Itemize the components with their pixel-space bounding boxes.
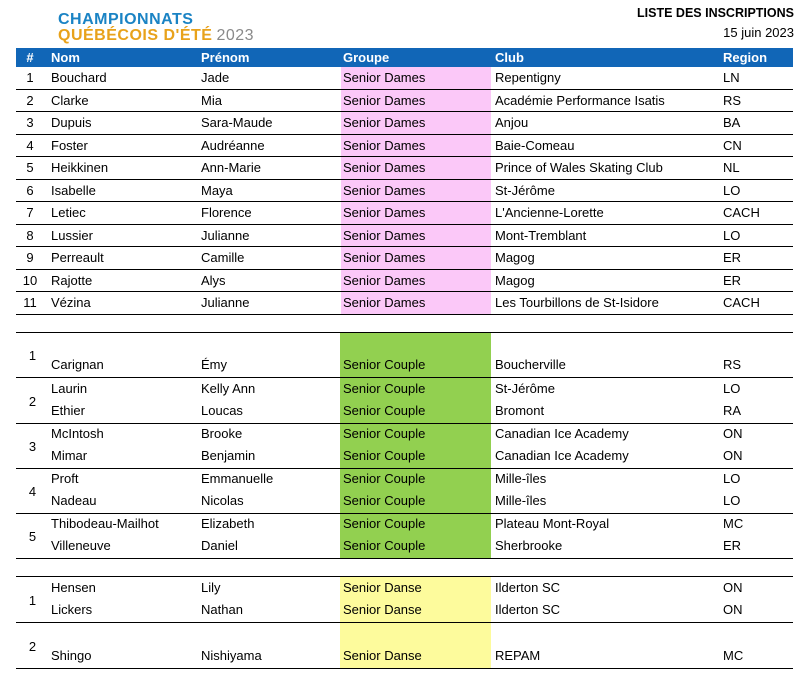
cell-club: Canadian Ice Academy: [495, 425, 629, 441]
cell-groupe: Senior Couple: [343, 380, 426, 396]
cell-region: MC: [723, 515, 744, 531]
table-row: [16, 157, 793, 180]
cell-region: ON: [723, 602, 743, 617]
cell-prenom: Emmanuelle: [201, 470, 274, 486]
cell-club: Sherbrooke: [495, 538, 563, 553]
cell-prenom: Elizabeth: [201, 515, 255, 531]
entry-number: 3: [28, 439, 37, 454]
cell-club: Boucherville: [495, 357, 566, 372]
cell-region: CN: [723, 137, 742, 153]
cell-prenom: Loucas: [201, 403, 243, 418]
cell-nom: Ethier: [51, 403, 85, 418]
table-row: [16, 270, 793, 293]
entry-block: [16, 378, 793, 424]
cell-prenom: Nathan: [201, 602, 243, 617]
cell-nom: Foster: [51, 137, 88, 153]
cell-prenom: Kelly Ann: [201, 380, 256, 396]
cell-club: Magog: [495, 272, 535, 288]
cell-club: REPAM: [495, 648, 541, 663]
cell-prenom: Sara-Maude: [201, 115, 273, 130]
cell-nom: Nadeau: [51, 493, 97, 508]
cell-nom: Lussier: [51, 227, 93, 243]
document-title: LISTE DES INSCRIPTIONS: [637, 6, 794, 20]
cell-num: 2: [26, 92, 34, 108]
cell-club: Ilderton SC: [495, 579, 561, 595]
entry-number: 4: [28, 484, 37, 499]
cell-groupe: Senior Danse: [343, 579, 422, 595]
logo-line2-text: QUÉBÉCOIS D'ÉTÉ: [58, 27, 213, 44]
cell-club: St-Jérôme: [495, 182, 555, 198]
cell-club: Académie Performance Isatis: [495, 92, 665, 108]
cell-nom: Clarke: [51, 92, 89, 108]
cell-region: ON: [723, 448, 743, 463]
cell-region: CACH: [723, 295, 760, 310]
cell-groupe: Senior Dames: [341, 225, 491, 247]
cell-num: 7: [26, 205, 34, 220]
cell-club: Prince of Wales Skating Club: [495, 160, 663, 175]
cell-region: ER: [723, 538, 742, 553]
cell-nom: Heikkinen: [51, 160, 109, 175]
cell-nom: Dupuis: [51, 115, 92, 130]
cell-nom: Perreault: [51, 250, 104, 265]
cell-club: Plateau Mont-Royal: [495, 515, 610, 531]
skater-line: [16, 423, 793, 445]
cell-groupe: Senior Couple: [343, 403, 426, 418]
cell-groupe: Senior Couple: [343, 470, 426, 486]
cell-region: LO: [723, 227, 741, 243]
document-date: 15 juin 2023: [723, 25, 794, 40]
entry-block: [16, 514, 793, 559]
cell-region: ER: [723, 250, 742, 265]
cell-club: Canadian Ice Academy: [495, 448, 629, 463]
cell-club: Ilderton SC: [495, 602, 561, 617]
col-header-nom: Nom: [51, 50, 80, 65]
cell-nom: Bouchard: [51, 70, 107, 85]
col-header-num: #: [26, 50, 34, 65]
skater-line: [16, 490, 793, 512]
logo-line2: [58, 28, 254, 44]
cell-groupe: Senior Couple: [343, 357, 426, 372]
cell-num: 8: [26, 227, 34, 243]
registrations-table: [16, 48, 793, 669]
cell-region: LO: [723, 182, 741, 198]
cell-groupe: Senior Couple: [343, 425, 426, 441]
cell-region: ON: [723, 425, 743, 441]
cell-nom: Carignan: [51, 357, 104, 372]
table-row: [16, 112, 793, 135]
cell-club: Les Tourbillons de St-Isidore: [495, 295, 659, 310]
cell-nom: McIntosh: [51, 425, 104, 441]
cell-groupe: Senior Dames: [341, 292, 491, 314]
cell-prenom: Audréanne: [201, 137, 265, 153]
cell-club: Bromont: [495, 403, 545, 418]
cell-nom: Hensen: [51, 579, 96, 595]
col-header-region: Region: [723, 50, 768, 65]
cell-num: 11: [23, 295, 37, 310]
cell-groupe: Senior Dames: [341, 135, 491, 157]
cell-nom: Proft: [51, 470, 79, 486]
entry-block: [16, 469, 793, 514]
cell-prenom: Nicolas: [201, 493, 244, 508]
cell-region: ON: [723, 579, 743, 595]
cell-region: RS: [723, 357, 742, 372]
cell-prenom: Daniel: [201, 538, 238, 553]
cell-prenom: Lily: [201, 579, 221, 595]
cell-club: Anjou: [495, 115, 529, 130]
entry-number: 1: [28, 348, 37, 363]
cell-prenom: Brooke: [201, 425, 243, 441]
cell-prenom: Camille: [201, 250, 245, 265]
cell-prenom: Florence: [201, 205, 252, 220]
skater-line: [16, 645, 793, 667]
cell-num: 9: [26, 250, 34, 265]
cell-prenom: Benjamin: [201, 448, 256, 463]
cell-prenom: Alys: [201, 272, 226, 288]
table-row: [16, 202, 793, 225]
table-row: [16, 67, 793, 90]
cell-num: 3: [26, 115, 34, 130]
skater-line: [16, 599, 793, 621]
logo-year: 2023: [216, 27, 255, 44]
cell-nom: Thibodeau-Mailhot: [51, 515, 159, 531]
cell-club: Mille-îles: [495, 470, 547, 486]
cell-nom: Lickers: [51, 602, 93, 617]
cell-club: Mont-Tremblant: [495, 227, 587, 243]
cell-region: LO: [723, 493, 741, 508]
col-header-groupe: Groupe: [343, 50, 390, 65]
skater-line: [16, 378, 793, 400]
table-row: [16, 90, 793, 113]
skater-line: [16, 400, 793, 422]
cell-region: CACH: [723, 205, 760, 220]
cell-groupe: Senior Danse: [343, 602, 422, 617]
entry-number: 5: [28, 529, 37, 544]
cell-region: MC: [723, 648, 744, 663]
section-spacer: [16, 559, 793, 577]
cell-club: Mille-îles: [495, 493, 547, 508]
cell-nom: Shingo: [51, 648, 92, 663]
table-row: [16, 225, 793, 248]
cell-groupe: Senior Couple: [343, 448, 426, 463]
col-header-club: Club: [495, 50, 524, 65]
cell-prenom: Julianne: [201, 227, 250, 243]
cell-club: Baie-Comeau: [495, 137, 575, 153]
cell-nom: Laurin: [51, 380, 88, 396]
skater-line: [16, 468, 793, 490]
cell-region: NL: [723, 160, 740, 175]
table-row: [16, 247, 793, 270]
cell-club: L'Ancienne-Lorette: [495, 205, 604, 220]
cell-groupe: Senior Dames: [341, 90, 491, 112]
skater-line: [16, 535, 793, 557]
cell-nom: Villeneuve: [51, 538, 111, 553]
entry-number: 1: [28, 592, 37, 608]
cell-groupe: Senior Dames: [341, 112, 491, 134]
cell-club: St-Jérôme: [495, 380, 555, 396]
skater-line: [16, 354, 793, 376]
cell-num: 1: [26, 70, 34, 85]
entry-block: [16, 577, 793, 623]
cell-prenom: Nishiyama: [201, 648, 262, 663]
cell-groupe: Senior Dames: [341, 202, 491, 224]
entry-block: [16, 424, 793, 469]
cell-region: LO: [723, 380, 741, 396]
table-row: [16, 292, 793, 315]
skater-line: [16, 513, 793, 535]
cell-club: Magog: [495, 250, 535, 265]
col-header-prenom: Prénom: [201, 50, 250, 65]
cell-groupe: Senior Dames: [341, 270, 491, 292]
entry-number: 2: [28, 393, 37, 409]
cell-region: LN: [723, 70, 740, 85]
cell-nom: Isabelle: [51, 182, 96, 198]
entry-block: [16, 333, 793, 378]
cell-groupe: Senior Couple: [343, 538, 426, 553]
cell-club: Repentigny: [495, 70, 561, 85]
cell-nom: Rajotte: [51, 272, 93, 288]
cell-region: ER: [723, 272, 742, 288]
cell-prenom: Jade: [201, 70, 230, 85]
cell-groupe: Senior Dames: [341, 67, 491, 89]
cell-groupe: Senior Dames: [341, 180, 491, 202]
skater-line: [16, 445, 793, 467]
cell-prenom: Maya: [201, 182, 233, 198]
cell-num: 10: [22, 272, 38, 288]
cell-prenom: Émy: [201, 357, 227, 372]
cell-prenom: Ann-Marie: [201, 160, 261, 175]
cell-nom: Letiec: [51, 205, 86, 220]
entry-number: 2: [28, 638, 37, 654]
cell-groupe: Senior Couple: [343, 493, 426, 508]
section-spacer: [16, 315, 793, 333]
cell-prenom: Julianne: [201, 295, 250, 310]
cell-region: RS: [723, 92, 742, 108]
cell-num: 5: [26, 160, 34, 175]
championship-logo: [58, 12, 254, 44]
table-header: [16, 48, 793, 67]
cell-prenom: Mia: [201, 92, 222, 108]
cell-region: RA: [723, 403, 742, 418]
cell-groupe: Senior Dames: [341, 247, 491, 269]
cell-region: LO: [723, 470, 741, 486]
logo-line1: CHAMPIONNATS: [58, 11, 194, 28]
cell-nom: Vézina: [51, 295, 91, 310]
cell-region: BA: [723, 115, 741, 130]
cell-nom: Mimar: [51, 448, 88, 463]
cell-groupe: Senior Danse: [343, 648, 422, 663]
table-row: [16, 180, 793, 203]
table-row: [16, 135, 793, 158]
cell-groupe: Senior Couple: [343, 515, 426, 531]
skater-line: [16, 577, 793, 599]
cell-num: 6: [26, 182, 34, 198]
cell-num: 4: [26, 137, 34, 153]
entry-block: [16, 623, 793, 669]
cell-groupe: Senior Dames: [341, 157, 491, 179]
